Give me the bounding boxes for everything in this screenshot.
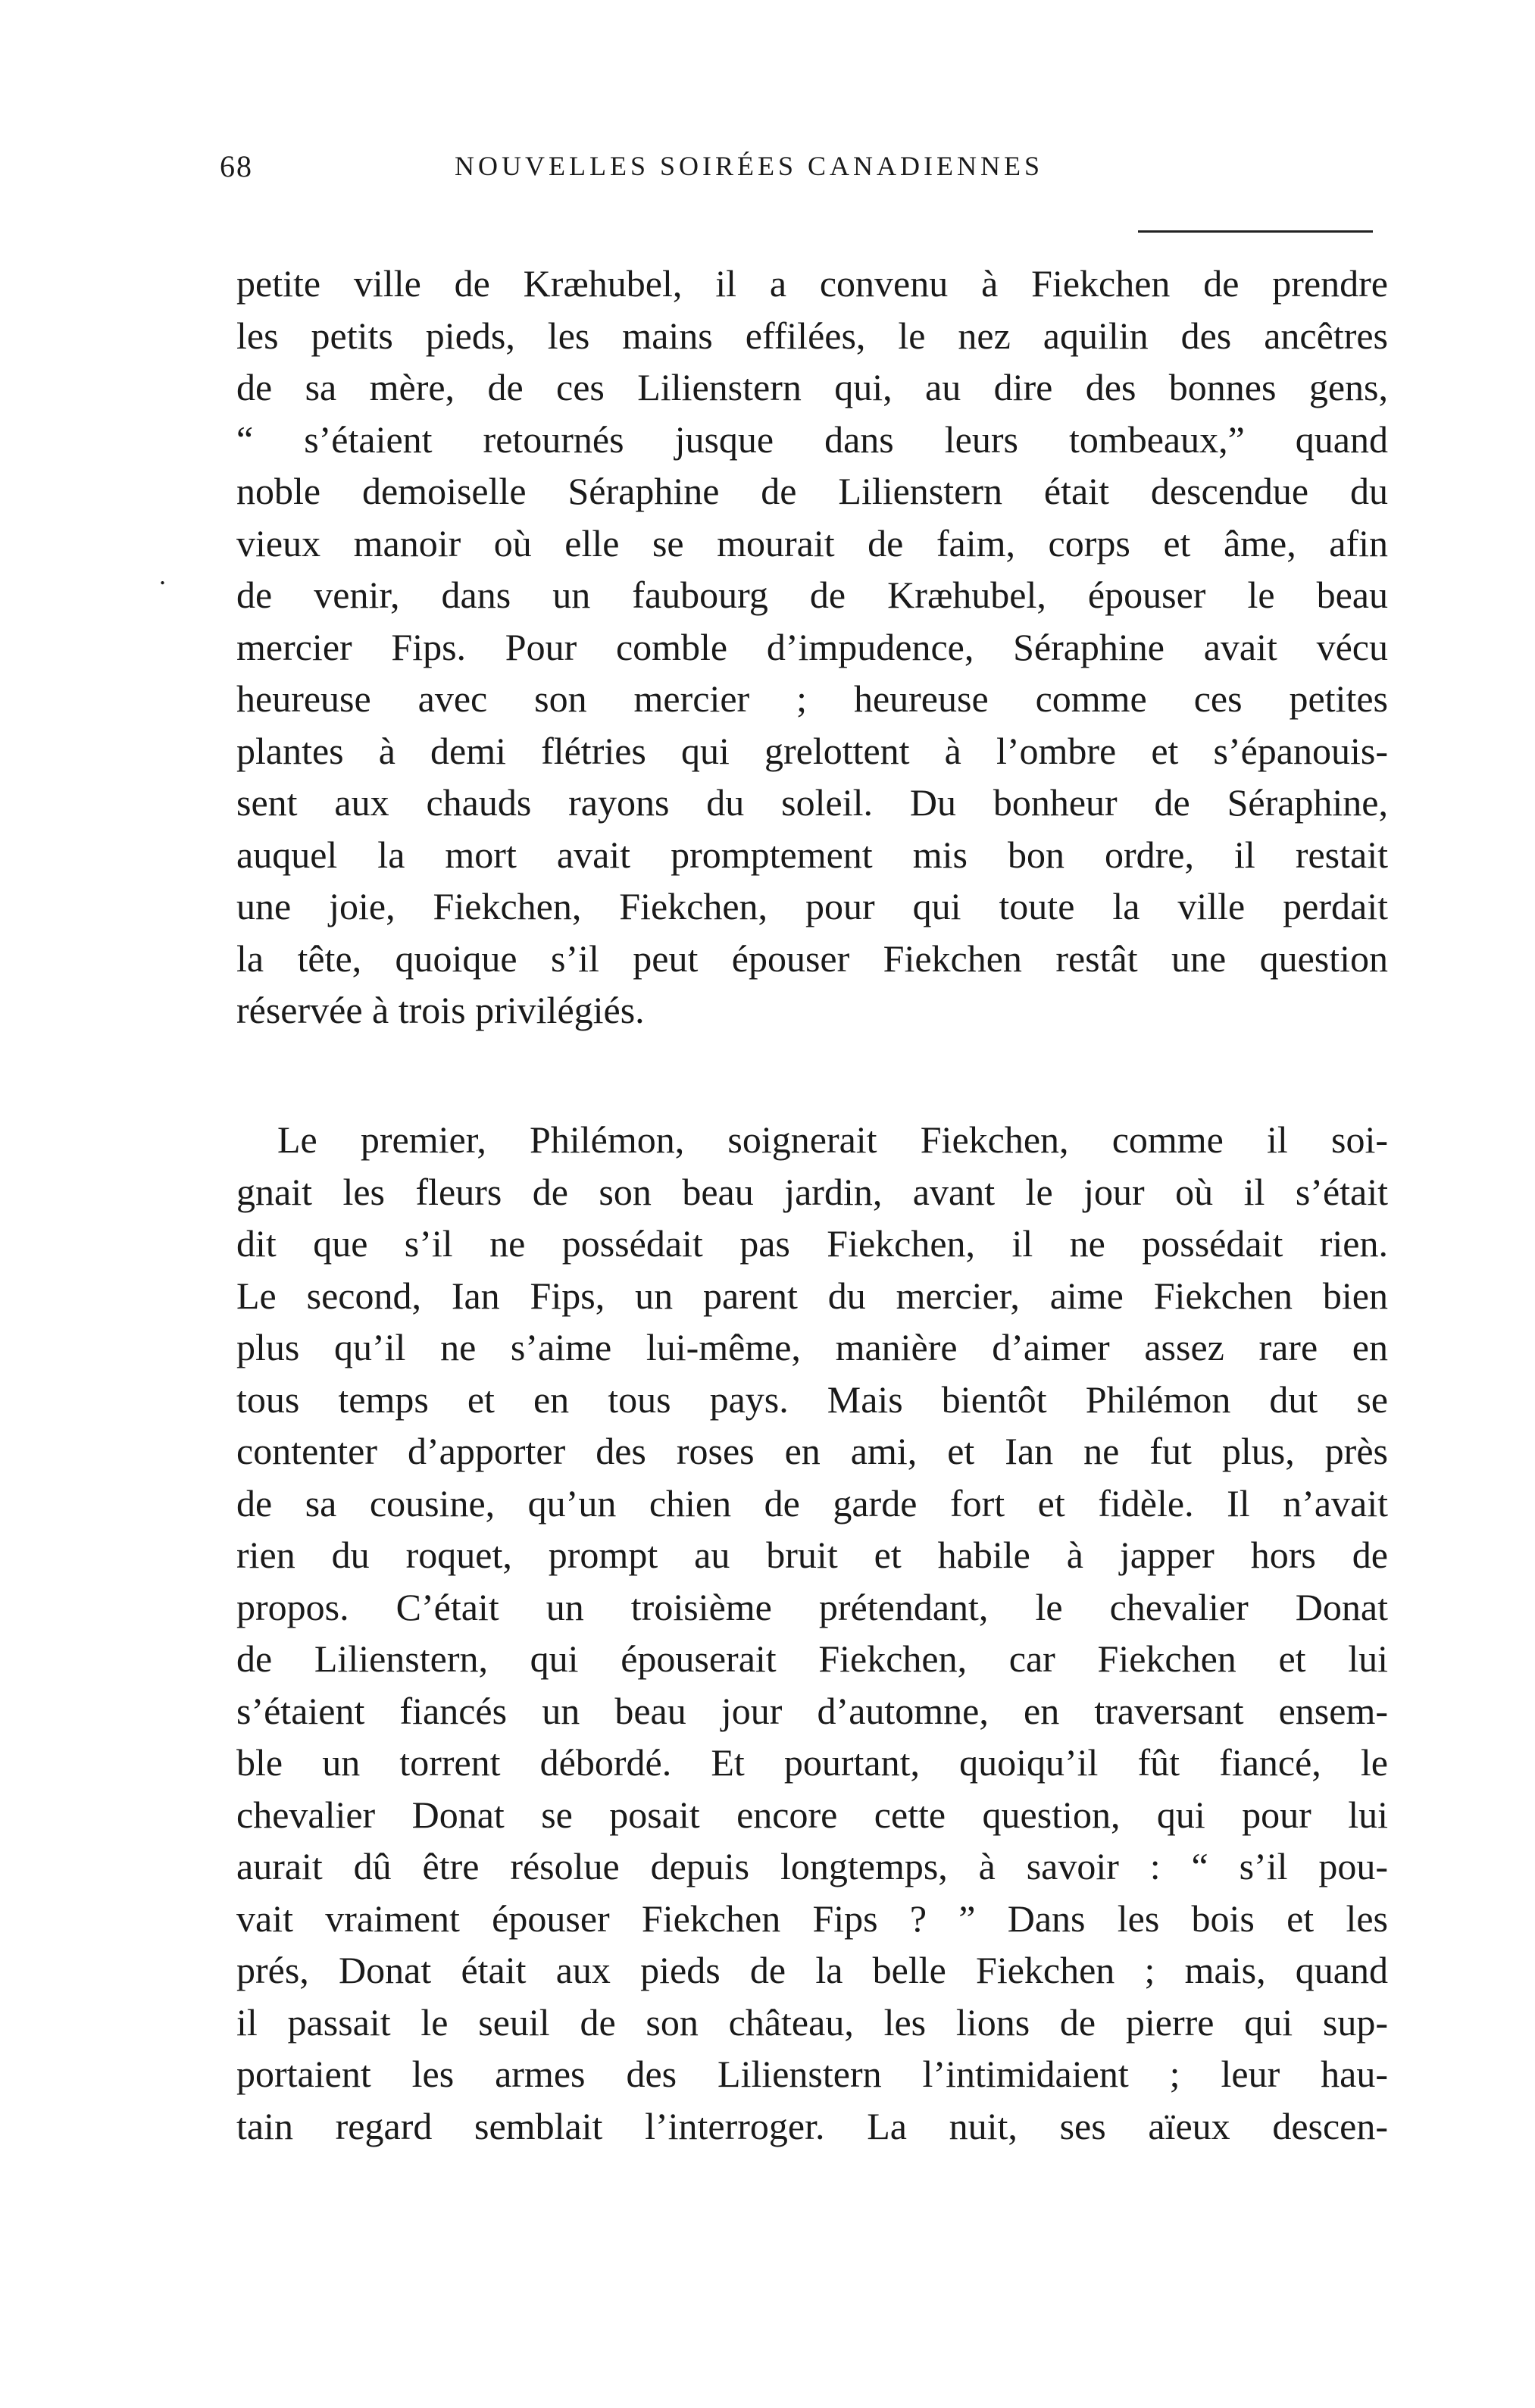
header-rule bbox=[1138, 230, 1373, 233]
text-line: propos. C’était un troisième prétendant, le chevalier Donat bbox=[236, 1585, 1388, 1628]
text-line: plus qu’il ne s’aime lui-même, manière d’aimer assez rare en bbox=[236, 1326, 1388, 1368]
text-line: sent aux chauds rayons du soleil. Du bonheur de Séraphine, bbox=[236, 781, 1388, 824]
text-line: gnait les fleurs de son beau jardin, avant le jour où il s’était bbox=[236, 1170, 1388, 1213]
text-line: de venir, dans un faubourg de Kræhubel, épouser le beau bbox=[236, 574, 1388, 616]
text-line: rien du roquet, prompt au bruit et habile à japper hors de bbox=[236, 1534, 1388, 1576]
running-head bbox=[0, 149, 1535, 194]
text-line: Le premier, Philémon, soignerait Fiekchen, comme il soi- bbox=[277, 1118, 1388, 1161]
margin-mark: . bbox=[159, 560, 166, 590]
text-line: il passait le seuil de son château, les lions de pierre qui sup- bbox=[236, 2000, 1388, 2044]
text-line: “ s’étaient retournés jusque dans leurs tombeaux,” quand bbox=[236, 417, 1388, 461]
text-line: de Lilienstern, qui épouserait Fiekchen, car Fiekchen et lui bbox=[236, 1637, 1388, 1680]
paragraph-2 bbox=[236, 1114, 1388, 2152]
text-line: de sa mère, de ces Lilienstern qui, au dire des bonnes gens, bbox=[236, 366, 1388, 408]
text-line: la tête, quoique s’il peut épouser Fiekchen restât une question bbox=[236, 937, 1388, 980]
text-line: réservée à trois privilégiés. bbox=[236, 989, 645, 1031]
text-line: prés, Donat était aux pieds de la belle Fiekchen ; mais, quand bbox=[236, 1949, 1388, 1991]
text-line: plantes à demi flétries qui grelottent à l’ombre et s’épanouis- bbox=[236, 729, 1388, 772]
page-number: 68 bbox=[220, 149, 253, 183]
text-line: heureuse avec son mercier ; heureuse comme ces petites bbox=[236, 677, 1388, 720]
running-title: NOUVELLES SOIRÉES CANADIENNES bbox=[455, 151, 1043, 181]
text-line: mercier Fips. Pour comble d’impudence, Séraphine avait vécu bbox=[236, 625, 1388, 668]
text-line: vieux manoir où elle se mourait de faim, corps et âme, afin bbox=[236, 521, 1388, 564]
text-line: tain regard semblait l’interroger. La nuit, ses aïeux descen- bbox=[236, 2104, 1388, 2147]
text-line: dit que s’il ne possédait pas Fiekchen, il ne possédait rien. bbox=[236, 1222, 1388, 1265]
text-line: aurait dû être résolue depuis longtemps, à savoir : “ s’il pou- bbox=[236, 1845, 1388, 1887]
text-line: noble demoiselle Séraphine de Lilienstern était descendue du bbox=[236, 470, 1388, 512]
text-line: s’étaient fiancés un beau jour d’automne, en traversant ensem- bbox=[236, 1689, 1388, 1732]
text-line: les petits pieds, les mains effilées, le nez aquilin des ancêtres bbox=[236, 314, 1388, 357]
text-line: vait vraiment épouser Fiekchen Fips ? ” Dans les bois et les bbox=[236, 1897, 1388, 1940]
text-line: une joie, Fiekchen, Fiekchen, pour qui toute la ville perdait bbox=[236, 885, 1388, 927]
text-line: chevalier Donat se posait encore cette question, qui pour lui bbox=[236, 1793, 1388, 1836]
paragraph-1 bbox=[236, 258, 1388, 1037]
text-line: petite ville de Kræhubel, il a convenu à Fiekchen de prendre bbox=[236, 262, 1388, 305]
text-line: auquel la mort avait promptement mis bon ordre, il restait bbox=[236, 833, 1388, 876]
text-line: Le second, Ian Fips, un parent du mercier, aime Fiekchen bien bbox=[236, 1274, 1388, 1317]
text-line: ble un torrent débordé. Et pourtant, quoiqu’il fût fiancé, le bbox=[236, 1741, 1388, 1784]
text-line: tous temps et en tous pays. Mais bientôt Philémon dut se bbox=[236, 1378, 1388, 1421]
text-line: de sa cousine, qu’un chien de garde fort et fidèle. Il n’avait bbox=[236, 1481, 1388, 1525]
text-line: contenter d’apporter des roses en ami, et Ian ne fut plus, près bbox=[236, 1430, 1388, 1472]
text-line: portaient les armes des Lilienstern l’intimidaient ; leur hau- bbox=[236, 2053, 1388, 2095]
